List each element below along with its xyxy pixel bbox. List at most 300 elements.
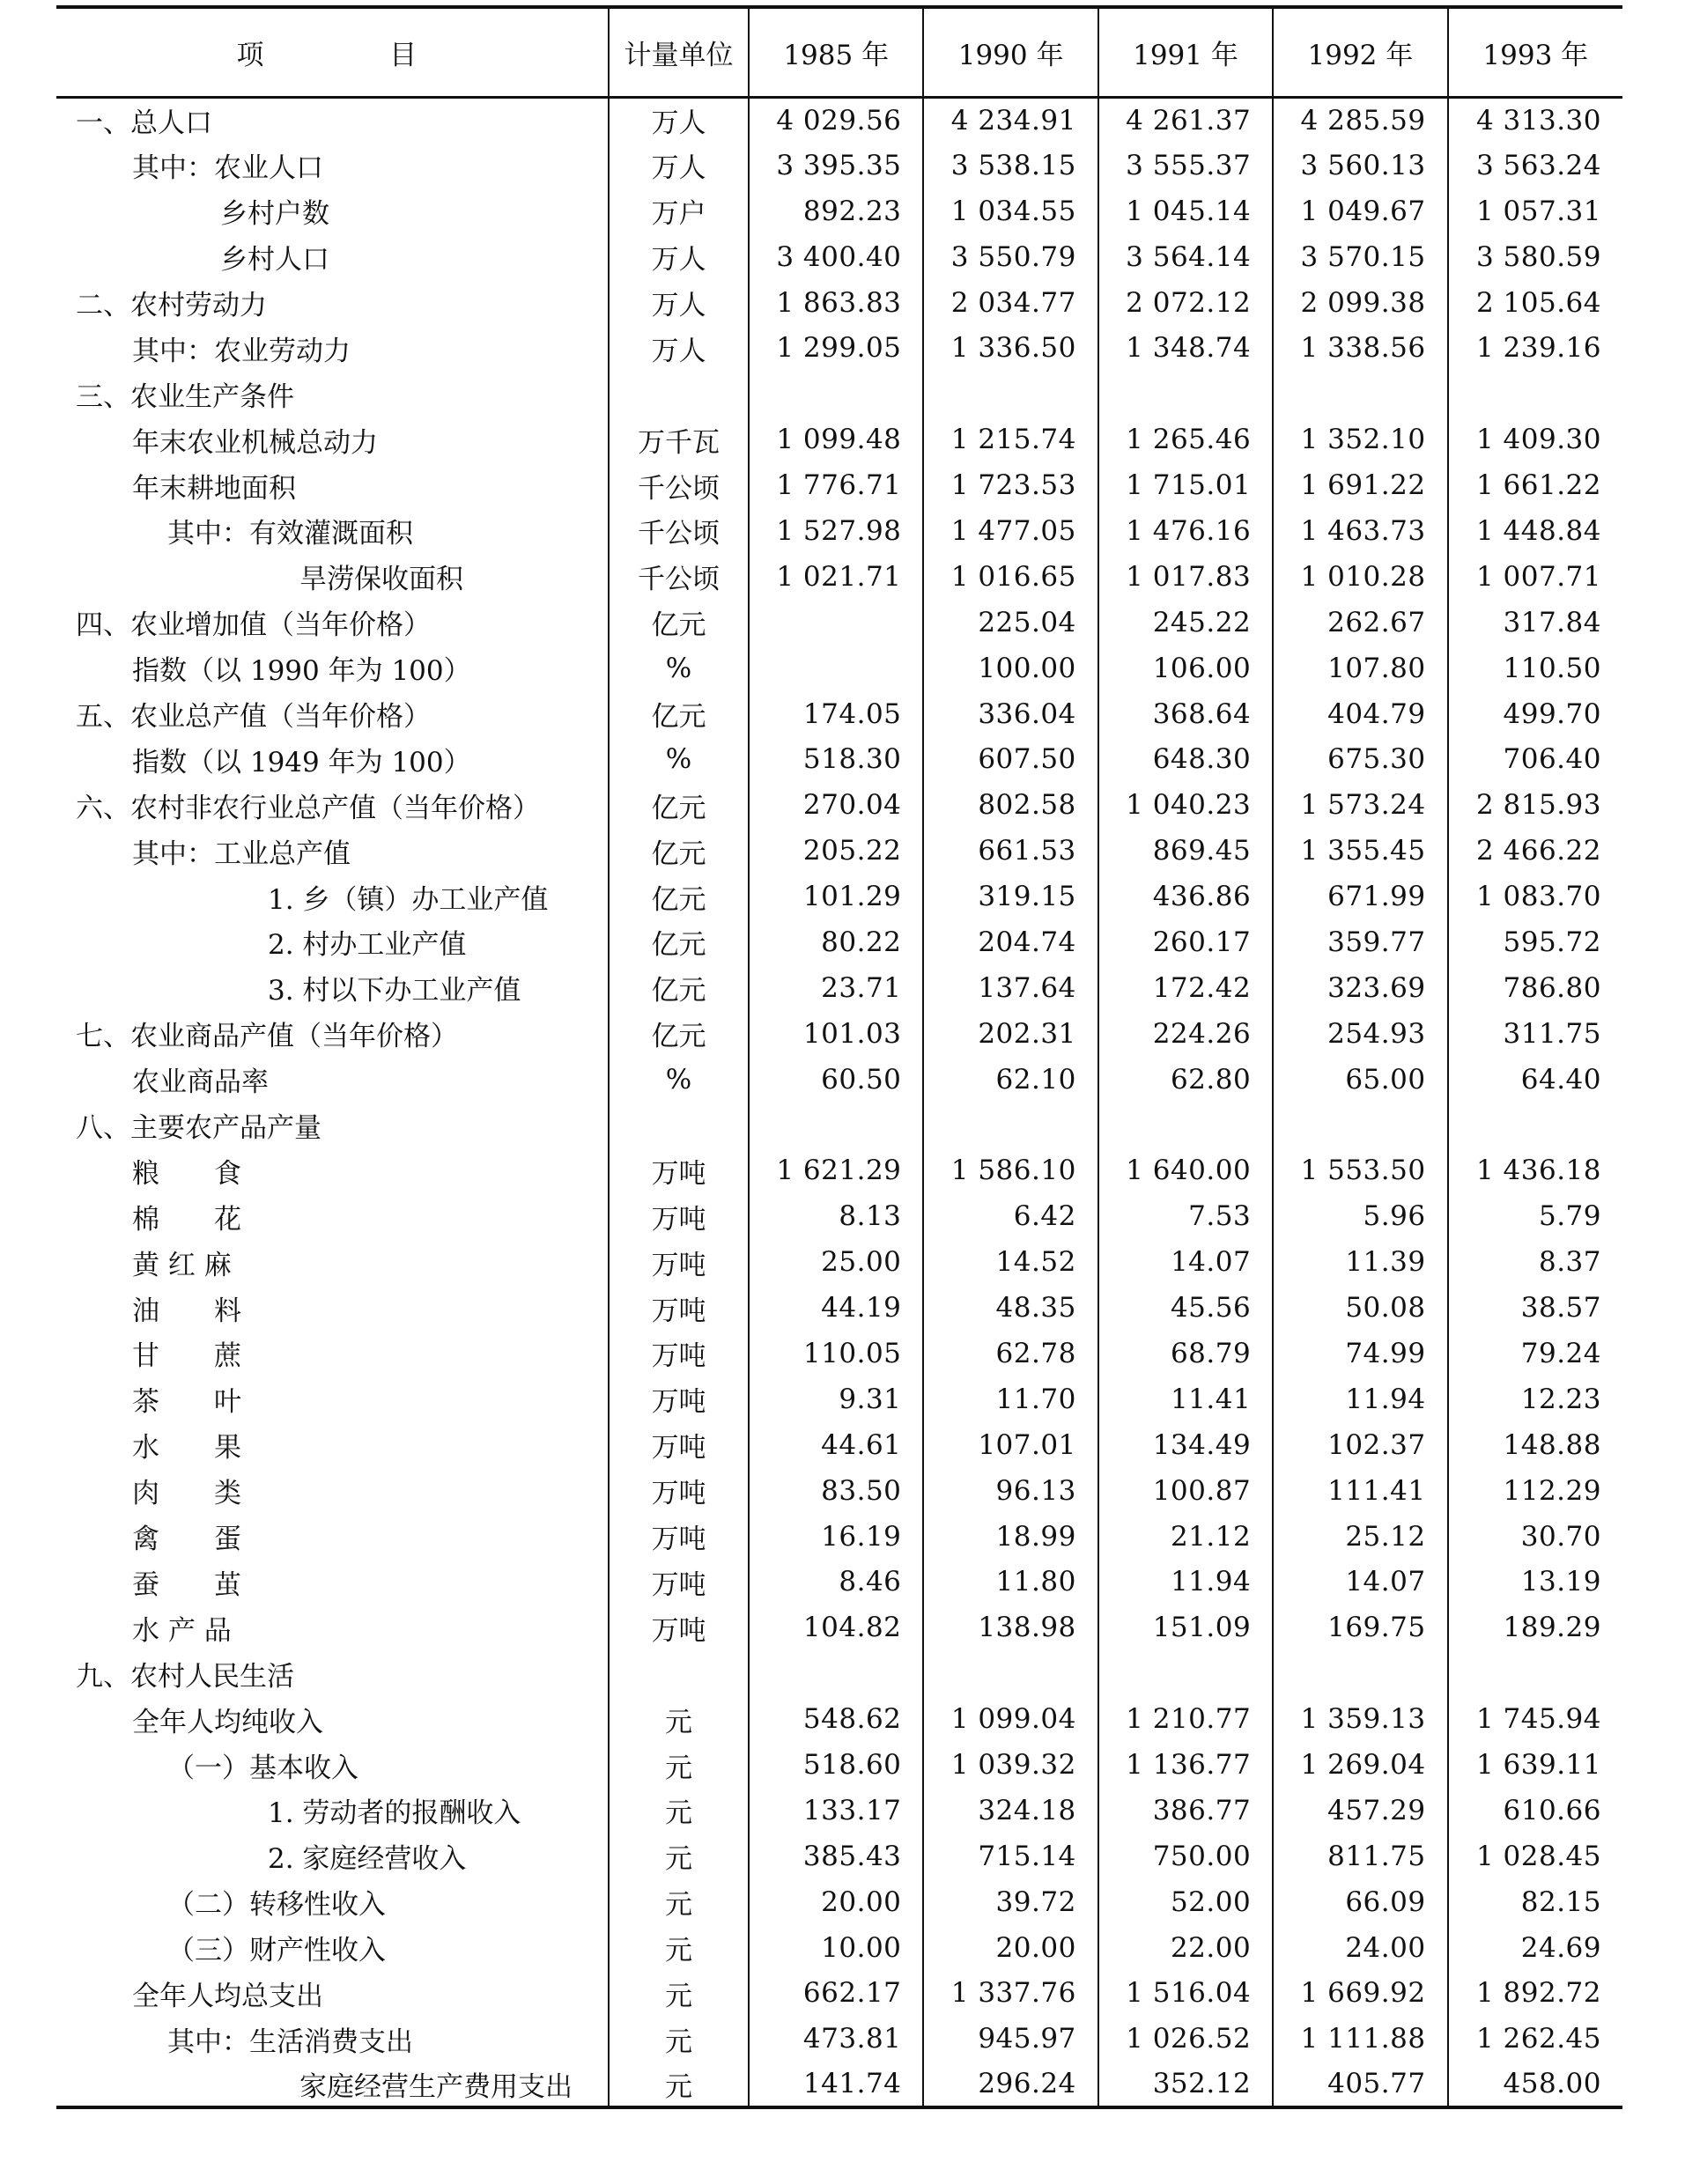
row-unit: 元: [609, 1788, 749, 1834]
value-cell: 2 466.22: [1448, 828, 1622, 874]
value-cell: 4 261.37: [1098, 97, 1273, 143]
value-cell: 892.23: [749, 188, 923, 234]
table-row: [56, 1742, 1622, 1788]
value-cell: 2 072.12: [1098, 280, 1273, 326]
row-unit: 亿元: [609, 691, 749, 737]
value-cell: 60.50: [749, 1057, 923, 1103]
table-row: [56, 188, 1622, 234]
value-cell: 14.52: [923, 1239, 1097, 1285]
value-cell: 20.00: [749, 1879, 923, 1925]
value-cell: 110.05: [749, 1331, 923, 1376]
value-cell: 3 400.40: [749, 234, 923, 280]
value-cell: 319.15: [923, 874, 1097, 919]
table-row: [56, 462, 1622, 508]
row-label: 四、农业增加值（当年价格）: [76, 609, 431, 642]
value-cell: 39.72: [923, 1879, 1097, 1925]
row-unit: 万吨: [609, 1147, 749, 1193]
table-row: [56, 1011, 1622, 1057]
value-cell: 224.26: [1098, 1011, 1273, 1057]
value-cell: 4 285.59: [1273, 97, 1447, 143]
value-cell: 11.94: [1273, 1376, 1447, 1422]
value-cell: [749, 1103, 923, 1148]
value-cell: 1 863.83: [749, 280, 923, 326]
table-row: [56, 736, 1622, 782]
value-cell: 1 409.30: [1448, 417, 1622, 462]
value-cell: 945.97: [923, 2016, 1097, 2062]
row-unit: 千公顷: [609, 462, 749, 508]
value-cell: 404.79: [1273, 691, 1447, 737]
value-cell: 607.50: [923, 736, 1097, 782]
value-cell: 1 355.45: [1273, 828, 1447, 874]
value-cell: 11.70: [923, 1376, 1097, 1422]
value-cell: 25.00: [749, 1239, 923, 1285]
row-label: 七、农业商品产值（当年价格）: [76, 1021, 458, 1053]
value-cell: 661.53: [923, 828, 1097, 874]
value-cell: 548.62: [749, 1696, 923, 1742]
value-cell: 405.77: [1273, 2062, 1447, 2107]
row-unit: 千公顷: [609, 554, 749, 600]
row-label: 八、主要农产品产量: [76, 1112, 321, 1145]
value-cell: 1 621.29: [749, 1147, 923, 1193]
table-header: [56, 7, 1622, 97]
row-unit: 亿元: [609, 965, 749, 1011]
value-cell: 811.75: [1273, 1834, 1447, 1879]
row-unit: 万吨: [609, 1285, 749, 1331]
row-label: 其中：工业总产值: [132, 837, 351, 870]
value-cell: 1 338.56: [1273, 325, 1447, 371]
value-cell: 1 352.10: [1273, 417, 1447, 462]
value-cell: 499.70: [1448, 691, 1622, 737]
value-cell: 1 723.53: [923, 462, 1097, 508]
value-cell: 869.45: [1098, 828, 1273, 874]
row-label: 指数（以 1949 年为 100）: [132, 746, 471, 778]
value-cell: 1 463.73: [1273, 508, 1447, 554]
row-label: 乡村人口: [220, 244, 329, 277]
value-cell: 1 336.50: [923, 325, 1097, 371]
value-cell: 1 010.28: [1273, 554, 1447, 600]
row-label: 3. 村以下办工业产值: [268, 975, 521, 1007]
value-cell: 2 815.93: [1448, 782, 1622, 828]
value-cell: 172.42: [1098, 965, 1273, 1011]
table-row: [56, 325, 1622, 371]
table-row: [56, 1422, 1622, 1468]
value-cell: 1 262.45: [1448, 2016, 1622, 2062]
value-cell: 112.29: [1448, 1468, 1622, 1514]
value-cell: 2 105.64: [1448, 280, 1622, 326]
table-row: [56, 1103, 1622, 1148]
value-cell: 1 669.92: [1273, 1971, 1447, 2017]
value-cell: [1273, 1103, 1447, 1148]
row-label: 肉 类: [132, 1478, 241, 1510]
value-cell: 1 359.13: [1273, 1696, 1447, 1742]
value-cell: 662.17: [749, 1971, 923, 2017]
row-label: 农业商品率: [132, 1066, 269, 1099]
row-label: 二、农村劳动力: [76, 290, 267, 321]
row-unit: 亿元: [609, 919, 749, 965]
value-cell: 1 299.05: [749, 325, 923, 371]
value-cell: 101.03: [749, 1011, 923, 1057]
value-cell: 106.00: [1098, 646, 1273, 691]
table-row: [56, 417, 1622, 462]
value-cell: [1448, 1650, 1622, 1696]
value-cell: 45.56: [1098, 1285, 1273, 1331]
row-unit: 亿元: [609, 782, 749, 828]
row-label: 黄 红 麻: [132, 1249, 232, 1281]
row-label: 水 果: [132, 1432, 241, 1465]
row-label: 五、农业总产值（当年价格）: [76, 701, 431, 734]
value-cell: 82.15: [1448, 1879, 1622, 1925]
value-cell: 1 028.45: [1448, 1834, 1622, 1879]
table-row: [56, 1971, 1622, 2017]
value-cell: 24.69: [1448, 1925, 1622, 1971]
value-cell: 1 269.04: [1273, 1742, 1447, 1788]
row-unit: 万户: [609, 188, 749, 234]
row-label: 家庭经营生产费用支出: [56, 2062, 609, 2107]
row-label: 1. 乡（镇）办工业产值: [268, 883, 549, 916]
value-cell: 25.12: [1273, 1514, 1447, 1560]
value-cell: 1 007.71: [1448, 554, 1622, 600]
value-cell: 3 395.35: [749, 143, 923, 188]
row-unit: 万人: [609, 97, 749, 143]
row-label: 其中：生活消费支出: [167, 2025, 413, 2058]
value-cell: 706.40: [1448, 736, 1622, 782]
value-cell: 671.99: [1273, 874, 1447, 919]
value-cell: 1 337.76: [923, 1971, 1097, 2017]
value-cell: 38.57: [1448, 1285, 1622, 1331]
table-row: [56, 782, 1622, 828]
table-row: [56, 1468, 1622, 1514]
row-unit: 万吨: [609, 1193, 749, 1239]
value-cell: 138.98: [923, 1605, 1097, 1650]
value-cell: 52.00: [1098, 1879, 1273, 1925]
row-unit: 千公顷: [609, 508, 749, 554]
value-cell: 204.74: [923, 919, 1097, 965]
value-cell: 3 550.79: [923, 234, 1097, 280]
value-cell: [749, 1650, 923, 1696]
row-unit: 万吨: [609, 1560, 749, 1605]
value-cell: 1 745.94: [1448, 1696, 1622, 1742]
value-cell: 134.49: [1098, 1422, 1273, 1468]
value-cell: 1 516.04: [1098, 1971, 1273, 2017]
row-unit: 万吨: [609, 1239, 749, 1285]
value-cell: 270.04: [749, 782, 923, 828]
row-unit: [609, 1103, 749, 1148]
value-cell: 62.80: [1098, 1057, 1273, 1103]
value-cell: 80.22: [749, 919, 923, 965]
value-cell: [749, 600, 923, 646]
table-row: [56, 1193, 1622, 1239]
value-cell: 11.94: [1098, 1560, 1273, 1605]
row-unit: %: [609, 1057, 749, 1103]
value-cell: 22.00: [1098, 1925, 1273, 1971]
row-label: 九、农村人民生活: [76, 1660, 294, 1693]
value-cell: 1 083.70: [1448, 874, 1622, 919]
value-cell: 1 136.77: [1098, 1742, 1273, 1788]
table-row: [56, 1879, 1622, 1925]
value-cell: 802.58: [923, 782, 1097, 828]
value-cell: 1 034.55: [923, 188, 1097, 234]
row-unit: 万吨: [609, 1468, 749, 1514]
value-cell: 1 040.23: [1098, 782, 1273, 828]
value-cell: [1448, 371, 1622, 417]
value-cell: 518.60: [749, 1742, 923, 1788]
value-cell: 1 057.31: [1448, 188, 1622, 234]
row-unit: 亿元: [609, 600, 749, 646]
value-cell: 1 436.18: [1448, 1147, 1622, 1193]
row-unit: 万吨: [609, 1331, 749, 1376]
table-row: [56, 965, 1622, 1011]
row-label: 其中：有效灌溉面积: [167, 518, 413, 550]
value-cell: 2 034.77: [923, 280, 1097, 326]
value-cell: 83.50: [749, 1468, 923, 1514]
table-row: [56, 1239, 1622, 1285]
value-cell: 311.75: [1448, 1011, 1622, 1057]
row-unit: 元: [609, 1834, 749, 1879]
table-row: [56, 1285, 1622, 1331]
value-cell: 368.64: [1098, 691, 1273, 737]
row-label: 水 产 品: [132, 1614, 232, 1647]
table-row: [56, 1057, 1622, 1103]
value-cell: 137.64: [923, 965, 1097, 1011]
value-cell: 245.22: [1098, 600, 1273, 646]
value-cell: 359.77: [1273, 919, 1447, 965]
value-cell: 79.24: [1448, 1331, 1622, 1376]
value-cell: 107.80: [1273, 646, 1447, 691]
value-cell: 296.24: [923, 2062, 1097, 2107]
value-cell: 6.42: [923, 1193, 1097, 1239]
value-cell: 3 564.14: [1098, 234, 1273, 280]
value-cell: 4 313.30: [1448, 97, 1622, 143]
header-year-1992: 1992 年: [1273, 7, 1447, 97]
value-cell: 2 099.38: [1273, 280, 1447, 326]
table-row: [56, 280, 1622, 326]
row-label: 旱涝保收面积: [299, 564, 463, 596]
table-row: [56, 2062, 1622, 2107]
value-cell: 1 239.16: [1448, 325, 1622, 371]
value-cell: 458.00: [1448, 2062, 1622, 2107]
value-cell: 8.37: [1448, 1239, 1622, 1285]
row-unit: 万吨: [609, 1605, 749, 1650]
row-label: 乡村户数: [220, 198, 329, 231]
row-unit: 元: [609, 2062, 749, 2107]
value-cell: 189.29: [1448, 1605, 1622, 1650]
table-row: [56, 508, 1622, 554]
value-cell: 1 573.24: [1273, 782, 1447, 828]
value-cell: 174.05: [749, 691, 923, 737]
value-cell: 457.29: [1273, 1788, 1447, 1834]
value-cell: 1 527.98: [749, 508, 923, 554]
row-unit: 万人: [609, 143, 749, 188]
value-cell: 352.12: [1098, 2062, 1273, 2107]
row-unit: 元: [609, 2016, 749, 2062]
row-label: 全年人均总支出: [132, 1980, 323, 2012]
table-row: [56, 646, 1622, 691]
value-cell: 44.19: [749, 1285, 923, 1331]
row-label: 年末耕地面积: [132, 472, 296, 505]
value-cell: 324.18: [923, 1788, 1097, 1834]
value-cell: 648.30: [1098, 736, 1273, 782]
value-cell: 66.09: [1273, 1879, 1447, 1925]
value-cell: 50.08: [1273, 1285, 1447, 1331]
row-unit: 元: [609, 1971, 749, 2017]
header-year-1985: 1985 年: [749, 7, 923, 97]
row-unit: 元: [609, 1925, 749, 1971]
value-cell: 1 045.14: [1098, 188, 1273, 234]
value-cell: 225.04: [923, 600, 1097, 646]
table-row: [56, 371, 1622, 417]
value-cell: 133.17: [749, 1788, 923, 1834]
value-cell: 169.75: [1273, 1605, 1447, 1650]
row-unit: 元: [609, 1879, 749, 1925]
value-cell: 13.19: [1448, 1560, 1622, 1605]
value-cell: 1 348.74: [1098, 325, 1273, 371]
value-cell: 750.00: [1098, 1834, 1273, 1879]
value-cell: [1273, 371, 1447, 417]
value-cell: 202.31: [923, 1011, 1097, 1057]
row-label: 指数（以 1990 年为 100）: [132, 655, 471, 688]
value-cell: 9.31: [749, 1376, 923, 1422]
row-label: 其中：农业人口: [132, 152, 323, 185]
value-cell: 595.72: [1448, 919, 1622, 965]
table-row: [56, 97, 1622, 143]
header-row: [56, 7, 1622, 97]
value-cell: 4 029.56: [749, 97, 923, 143]
row-unit: 万千瓦: [609, 417, 749, 462]
value-cell: 1 099.04: [923, 1696, 1097, 1742]
value-cell: 10.00: [749, 1925, 923, 1971]
row-label: 甘 蔗: [132, 1340, 241, 1373]
value-cell: 11.41: [1098, 1376, 1273, 1422]
row-label: 棉 花: [132, 1203, 241, 1236]
header-year-1993: 1993 年: [1448, 7, 1622, 97]
value-cell: 675.30: [1273, 736, 1447, 782]
value-cell: 1 477.05: [923, 508, 1097, 554]
table-row: [56, 1834, 1622, 1879]
value-cell: 1 586.10: [923, 1147, 1097, 1193]
value-cell: 1 661.22: [1448, 462, 1622, 508]
value-cell: 148.88: [1448, 1422, 1622, 1468]
value-cell: 64.40: [1448, 1057, 1622, 1103]
row-label: 年末农业机械总动力: [132, 426, 378, 459]
value-cell: 48.35: [923, 1285, 1097, 1331]
row-label: 茶 叶: [132, 1386, 241, 1419]
value-cell: 436.86: [1098, 874, 1273, 919]
row-unit: 万吨: [609, 1514, 749, 1560]
value-cell: 336.04: [923, 691, 1097, 737]
table-row: [56, 600, 1622, 646]
table-row: [56, 1147, 1622, 1193]
value-cell: 110.50: [1448, 646, 1622, 691]
value-cell: 3 555.37: [1098, 143, 1273, 188]
row-unit: 万吨: [609, 1376, 749, 1422]
header-year-1991: 1991 年: [1098, 7, 1273, 97]
value-cell: [749, 371, 923, 417]
value-cell: [749, 646, 923, 691]
value-cell: 1 111.88: [1273, 2016, 1447, 2062]
value-cell: 62.78: [923, 1331, 1097, 1376]
table-row: [56, 234, 1622, 280]
value-cell: 23.71: [749, 965, 923, 1011]
value-cell: 21.12: [1098, 1514, 1273, 1560]
value-cell: 111.41: [1273, 1468, 1447, 1514]
value-cell: 385.43: [749, 1834, 923, 1879]
value-cell: 5.96: [1273, 1193, 1447, 1239]
row-label: （三）财产性收入: [167, 1935, 386, 1967]
value-cell: 317.84: [1448, 600, 1622, 646]
table-row: [56, 1331, 1622, 1376]
row-label: 粮 食: [132, 1157, 241, 1190]
value-cell: 100.87: [1098, 1468, 1273, 1514]
value-cell: [1098, 1103, 1273, 1148]
value-cell: 14.07: [1098, 1239, 1273, 1285]
value-cell: 1 639.11: [1448, 1742, 1622, 1788]
row-label: 三、农业生产条件: [76, 380, 294, 413]
row-unit: %: [609, 736, 749, 782]
value-cell: [923, 1103, 1097, 1148]
value-cell: [923, 371, 1097, 417]
value-cell: 3 563.24: [1448, 143, 1622, 188]
row-unit: 亿元: [609, 828, 749, 874]
value-cell: 14.07: [1273, 1560, 1447, 1605]
value-cell: [1098, 371, 1273, 417]
row-unit: 元: [609, 1696, 749, 1742]
row-unit: 亿元: [609, 1011, 749, 1057]
row-label: 其中：农业劳动力: [132, 335, 351, 367]
value-cell: 1 892.72: [1448, 1971, 1622, 2017]
value-cell: 8.13: [749, 1193, 923, 1239]
value-cell: 151.09: [1098, 1605, 1273, 1650]
value-cell: 1 448.84: [1448, 508, 1622, 554]
value-cell: 1 476.16: [1098, 508, 1273, 554]
row-unit: %: [609, 646, 749, 691]
table-row: [56, 554, 1622, 600]
value-cell: 102.37: [1273, 1422, 1447, 1468]
value-cell: 1 210.77: [1098, 1696, 1273, 1742]
value-cell: 107.01: [923, 1422, 1097, 1468]
table-body: [56, 97, 1622, 2107]
value-cell: 68.79: [1098, 1331, 1273, 1376]
table-row: [56, 143, 1622, 188]
header-year-1990: 1990 年: [923, 7, 1097, 97]
value-cell: 8.46: [749, 1560, 923, 1605]
row-label: 一、总人口: [76, 107, 212, 140]
value-cell: 786.80: [1448, 965, 1622, 1011]
table-row: [56, 2016, 1622, 2062]
value-cell: 74.99: [1273, 1331, 1447, 1376]
value-cell: [923, 1650, 1097, 1696]
table-row: [56, 1376, 1622, 1422]
row-unit: [609, 1650, 749, 1696]
value-cell: 96.13: [923, 1468, 1097, 1514]
table-row: [56, 1696, 1622, 1742]
value-cell: 65.00: [1273, 1057, 1447, 1103]
value-cell: 1 691.22: [1273, 462, 1447, 508]
value-cell: 12.23: [1448, 1376, 1622, 1422]
row-label: 油 料: [132, 1295, 241, 1327]
table-row: [56, 1560, 1622, 1605]
value-cell: 7.53: [1098, 1193, 1273, 1239]
value-cell: 3 560.13: [1273, 143, 1447, 188]
row-unit: 万吨: [609, 1422, 749, 1468]
value-cell: 11.80: [923, 1560, 1097, 1605]
table-row: [56, 1925, 1622, 1971]
row-unit: 元: [609, 1742, 749, 1788]
row-label: （二）转移性收入: [167, 1889, 386, 1922]
row-label: 蚕 茧: [132, 1568, 241, 1601]
table-row: [56, 1514, 1622, 1560]
value-cell: 205.22: [749, 828, 923, 874]
row-label: 全年人均纯收入: [132, 1706, 323, 1738]
